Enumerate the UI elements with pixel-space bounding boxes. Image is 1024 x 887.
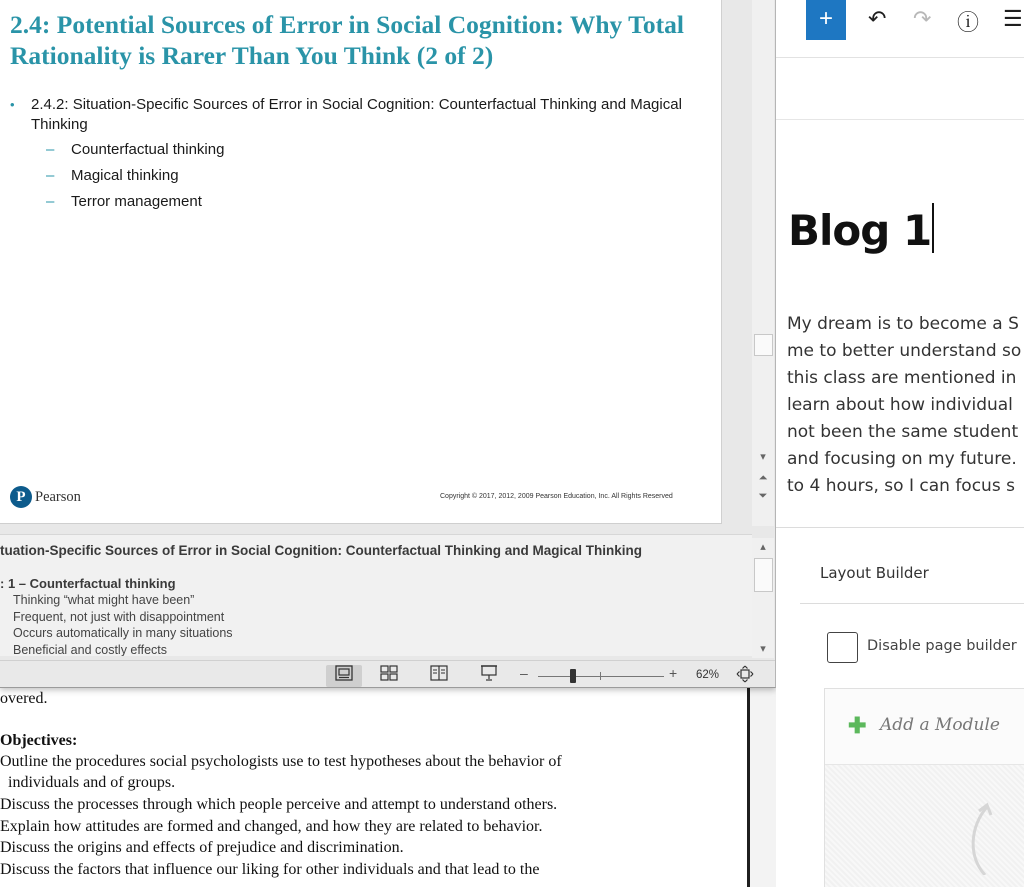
- sub-bullet-text: Magical thinking: [71, 167, 179, 184]
- slide-bullet: [10, 95, 700, 135]
- body-line: this class are mentioned in: [787, 368, 1017, 388]
- sub-bullet-text: Terror management: [71, 193, 202, 210]
- slideshow-icon[interactable]: [476, 665, 502, 687]
- body-line: to 4 hours, so I can focus s: [787, 476, 1015, 496]
- zoom-slider-tick: [600, 672, 601, 680]
- next-slide-icon[interactable]: ⏷: [758, 490, 768, 502]
- sub-bullet: [46, 167, 179, 184]
- doc-line: Discuss the origins and effects of prejudice and discrimination.: [0, 839, 404, 856]
- sub-bullet: [46, 141, 224, 158]
- body-line: My dream is to become a S: [787, 314, 1019, 334]
- notes-line: Thinking “what might have been”: [13, 593, 195, 607]
- editor-toolbar: [776, 0, 1024, 58]
- slide-title: 2.4: Potential Sources of Error in Social Cognition: Why Total Rationality is Rarer Than You Think (2 of 2): [10, 10, 684, 70]
- divider: [800, 603, 1024, 604]
- scroll-up-icon[interactable]: ▴: [760, 541, 766, 553]
- notes-line: Beneficial and costly effects: [13, 643, 168, 656]
- sub-bullet-text: Counterfactual thinking: [71, 141, 225, 158]
- slide-copyright: Copyright © 2017, 2012, 2009 Pearson Education, Inc. All Rights Reserved: [440, 493, 673, 500]
- notes-line: Frequent, not just with disappointment: [13, 610, 225, 624]
- bullet-marker: •: [10, 97, 15, 112]
- zoom-slider[interactable]: [538, 676, 664, 677]
- notes-pane[interactable]: [0, 534, 752, 656]
- info-icon[interactable]: ⓘ: [957, 10, 980, 35]
- post-title-input[interactable]: [788, 203, 934, 255]
- layout-builder-title[interactable]: Layout Builder: [820, 564, 929, 582]
- disable-page-builder-label[interactable]: Disable page builder: [867, 638, 1017, 654]
- zoom-out-button[interactable]: –: [520, 665, 528, 681]
- bullet-text: 2.4.2: Situation-Specific Sources of Error in Social Cognition: Counterfactual Thinking and Magical Thinking: [31, 96, 682, 133]
- pearson-logo-text: Pearson: [35, 488, 81, 505]
- zoom-slider-thumb[interactable]: [570, 669, 576, 683]
- notes-subheading: : 1 – Counterfactual thinking: [0, 576, 176, 591]
- doc-line: overed.: [0, 690, 48, 707]
- drop-arrow-icon: [965, 795, 1024, 875]
- body-line: and focusing on my future.: [787, 449, 1017, 469]
- post-title-text: Blog 1: [788, 206, 932, 255]
- redo-icon[interactable]: ↷: [913, 6, 932, 31]
- scroll-down-icon[interactable]: ▾: [760, 451, 766, 463]
- doc-line: Objectives:: [0, 732, 78, 749]
- undo-icon[interactable]: ↶: [868, 6, 887, 31]
- slide-scroll-thumb[interactable]: [754, 334, 773, 356]
- plus-icon: ✚: [848, 713, 867, 738]
- sub-bullet-marker: –: [46, 141, 55, 158]
- notes-line: Occurs automatically in many situations: [13, 626, 233, 640]
- add-block-button[interactable]: +: [806, 0, 846, 40]
- scroll-down-icon[interactable]: ▾: [760, 643, 766, 655]
- previous-slide-icon[interactable]: ⏶: [758, 472, 768, 484]
- blog-editor: [776, 0, 1024, 887]
- body-line: learn about how individual: [787, 395, 1013, 415]
- slide-scrollbar[interactable]: [752, 0, 774, 526]
- reading-view-icon[interactable]: [426, 665, 452, 687]
- doc-line: Discuss the processes through which people perceive and attempt to understand others.: [0, 796, 558, 813]
- disable-page-builder-checkbox[interactable]: [827, 632, 858, 663]
- sub-bullet-marker: –: [46, 167, 55, 184]
- doc-line: Discuss the factors that influence our liking for other individuals and that lead to the: [0, 861, 540, 878]
- doc-line: Explain how attitudes are formed and changed, and how they are related to behavior.: [0, 818, 543, 835]
- post-body-paragraph[interactable]: [787, 311, 1021, 500]
- outline-icon[interactable]: ☰: [1003, 6, 1023, 31]
- body-line: me to better understand so: [787, 341, 1022, 361]
- notes-scrollbar[interactable]: [752, 538, 774, 658]
- module-container: [824, 688, 1024, 887]
- sub-bullet: [46, 193, 202, 210]
- doc-line: Outline the procedures social psychologists use to test hypotheses about the behavior of: [0, 753, 562, 770]
- window-gap: [750, 686, 776, 887]
- fit-to-window-icon[interactable]: [736, 665, 754, 686]
- pearson-logo-icon: P: [10, 486, 32, 508]
- notes-heading: tuation-Specific Sources of Error in Social Cognition: Counterfactual Thinking and Magical Thinking: [0, 543, 643, 558]
- editor-notice-area: [776, 58, 1024, 120]
- notes-scroll-thumb[interactable]: [754, 558, 773, 592]
- text-caret: [932, 203, 934, 253]
- slide-sorter-icon[interactable]: [376, 665, 402, 687]
- zoom-level[interactable]: 62%: [696, 669, 720, 681]
- zoom-in-button[interactable]: +: [669, 665, 678, 681]
- add-module-label: Add a Module: [880, 715, 1000, 735]
- doc-line: individuals and of groups.: [8, 774, 176, 791]
- add-module-button[interactable]: [825, 689, 1024, 765]
- body-line: not been the same student: [787, 422, 1019, 442]
- sub-bullet-marker: –: [46, 193, 55, 210]
- slide-canvas[interactable]: [0, 0, 722, 524]
- normal-view-icon[interactable]: [326, 665, 362, 687]
- pearson-logo: [10, 486, 81, 508]
- background-document: [0, 686, 748, 887]
- module-drop-zone[interactable]: [825, 765, 1024, 887]
- divider: [776, 527, 1024, 528]
- status-bar: [0, 660, 776, 688]
